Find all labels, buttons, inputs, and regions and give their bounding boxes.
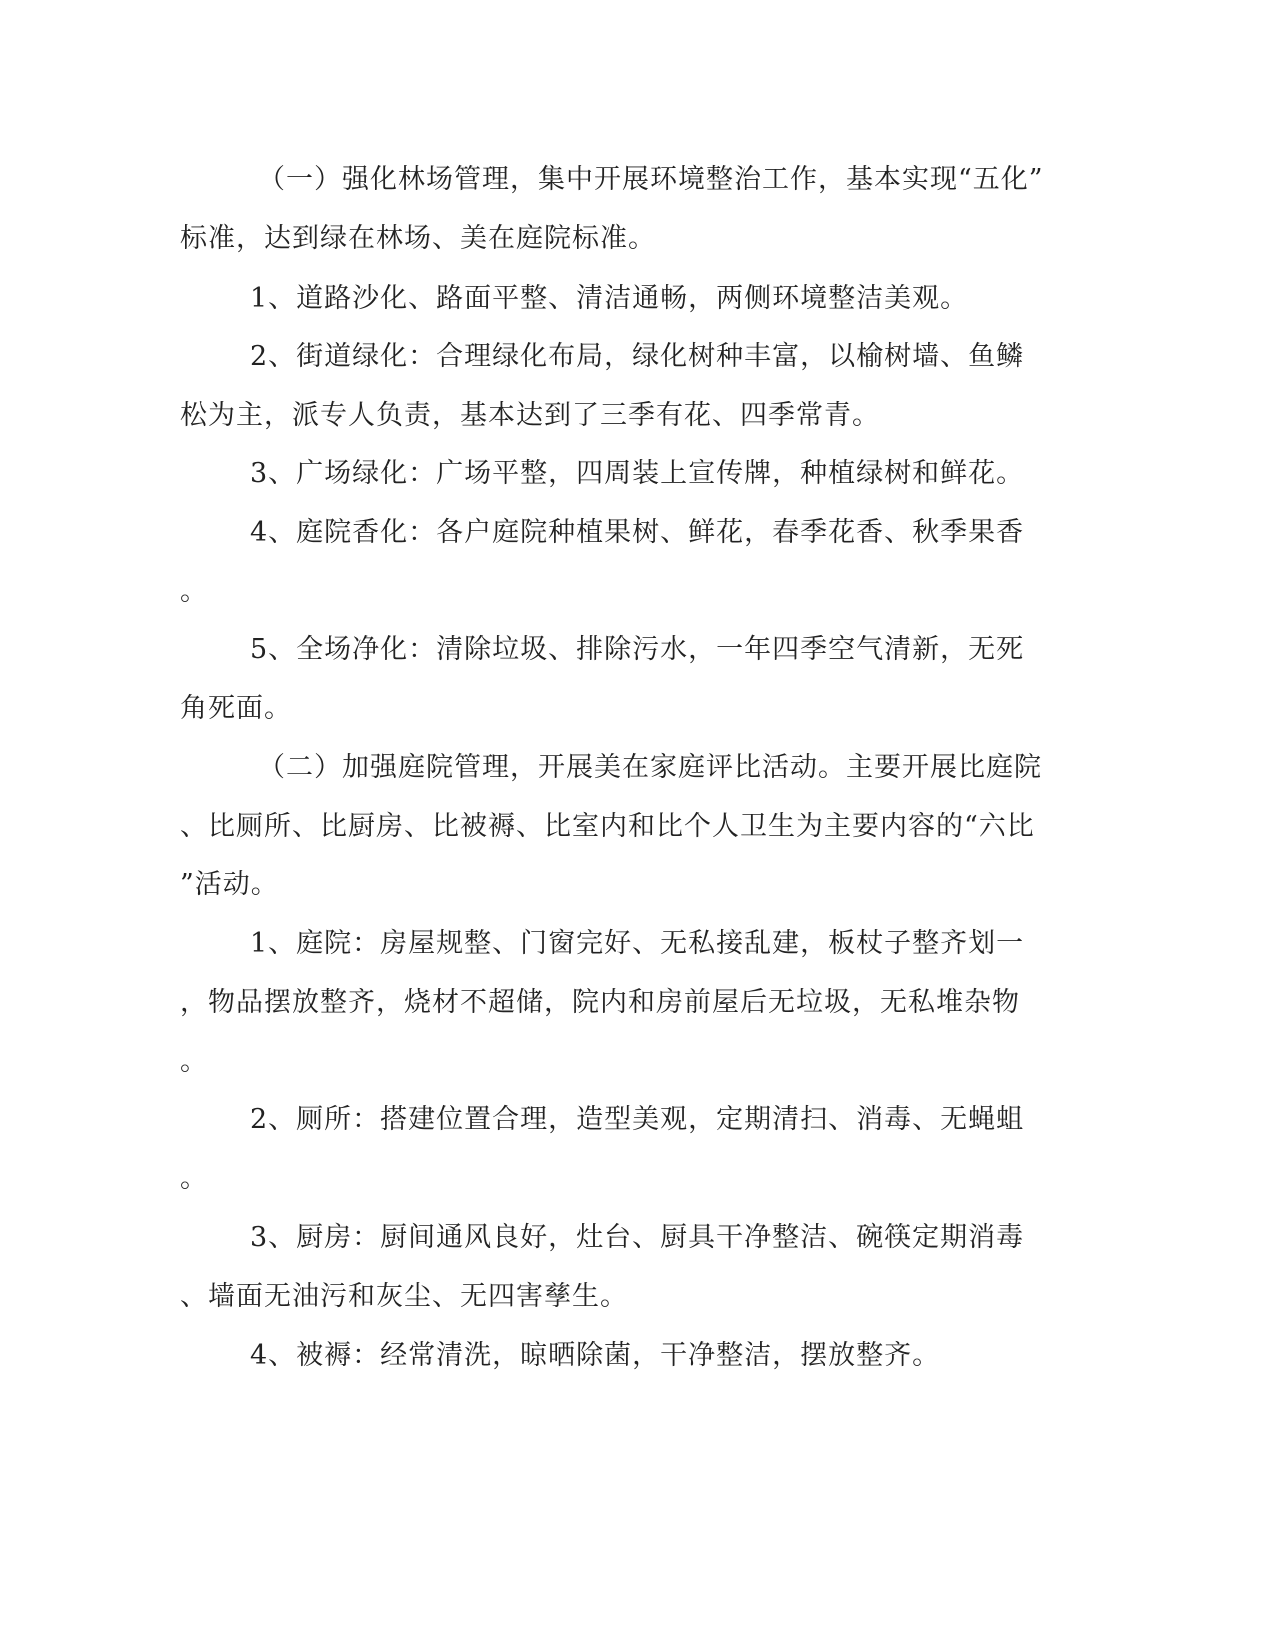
item-purification-line-2: 角死面。 bbox=[180, 693, 292, 724]
section-two-heading-line-2: 、比厕所、比厨房、比被褥、比室内和比个人卫生为主要内容的“六比 bbox=[180, 811, 1035, 842]
item-courtyard-scent-line-1: 4、庭院香化：各户庭院种植果树、鲜花，春季花香、秋季果香 bbox=[250, 517, 1025, 548]
item-toilet-line-1: 2、厕所：搭建位置合理，造型美观，定期清扫、消毒、无蝇蛆 bbox=[250, 1104, 1025, 1135]
section-two-heading-line-1: （二）加强庭院管理，开展美在家庭评比活动。主要开展比庭院 bbox=[258, 752, 1042, 783]
item-toilet-line-2: 。 bbox=[180, 1163, 208, 1194]
item-purification-line-1: 5、全场净化：清除垃圾、排除污水，一年四季空气清新，无死 bbox=[250, 634, 1025, 665]
item-courtyard-line-2: ，物品摆放整齐，烧材不超储，院内和房前屋后无垃圾，无私堆杂物 bbox=[180, 987, 1020, 1018]
item-streets-line-2: 松为主，派专人负责，基本达到了三季有花、四季常青。 bbox=[180, 400, 880, 431]
section-one-heading-line-2: 标准，达到绿在林场、美在庭院标准。 bbox=[180, 223, 656, 254]
item-courtyard-line-1: 1、庭院：房屋规整、门窗完好、无私接乱建，板杖子整齐划一 bbox=[250, 928, 1025, 959]
item-courtyard-scent-line-2: 。 bbox=[180, 576, 208, 607]
item-streets-line-1: 2、街道绿化：合理绿化布局，绿化树种丰富，以榆树墙、鱼鳞 bbox=[250, 341, 1025, 372]
section-two-heading-line-3: ”活动。 bbox=[180, 869, 279, 900]
item-kitchen-line-2: 、墙面无油污和灰尘、无四害孳生。 bbox=[180, 1281, 628, 1312]
item-bedding-line: 4、被褥：经常清洗，晾晒除菌，干净整洁，摆放整齐。 bbox=[250, 1340, 941, 1371]
item-roads-line: 1、道路沙化、路面平整、清洁通畅，两侧环境整洁美观。 bbox=[250, 283, 969, 314]
item-kitchen-line-1: 3、厨房：厨间通风良好，灶台、厨具干净整洁、碗筷定期消毒 bbox=[250, 1222, 1025, 1253]
item-square-line: 3、广场绿化：广场平整，四周装上宣传牌，种植绿树和鲜花。 bbox=[250, 458, 1025, 489]
section-one-heading-line-1: （一）强化林场管理，集中开展环境整治工作，基本实现“五化” bbox=[258, 164, 1044, 195]
item-courtyard-line-3: 。 bbox=[180, 1046, 208, 1077]
